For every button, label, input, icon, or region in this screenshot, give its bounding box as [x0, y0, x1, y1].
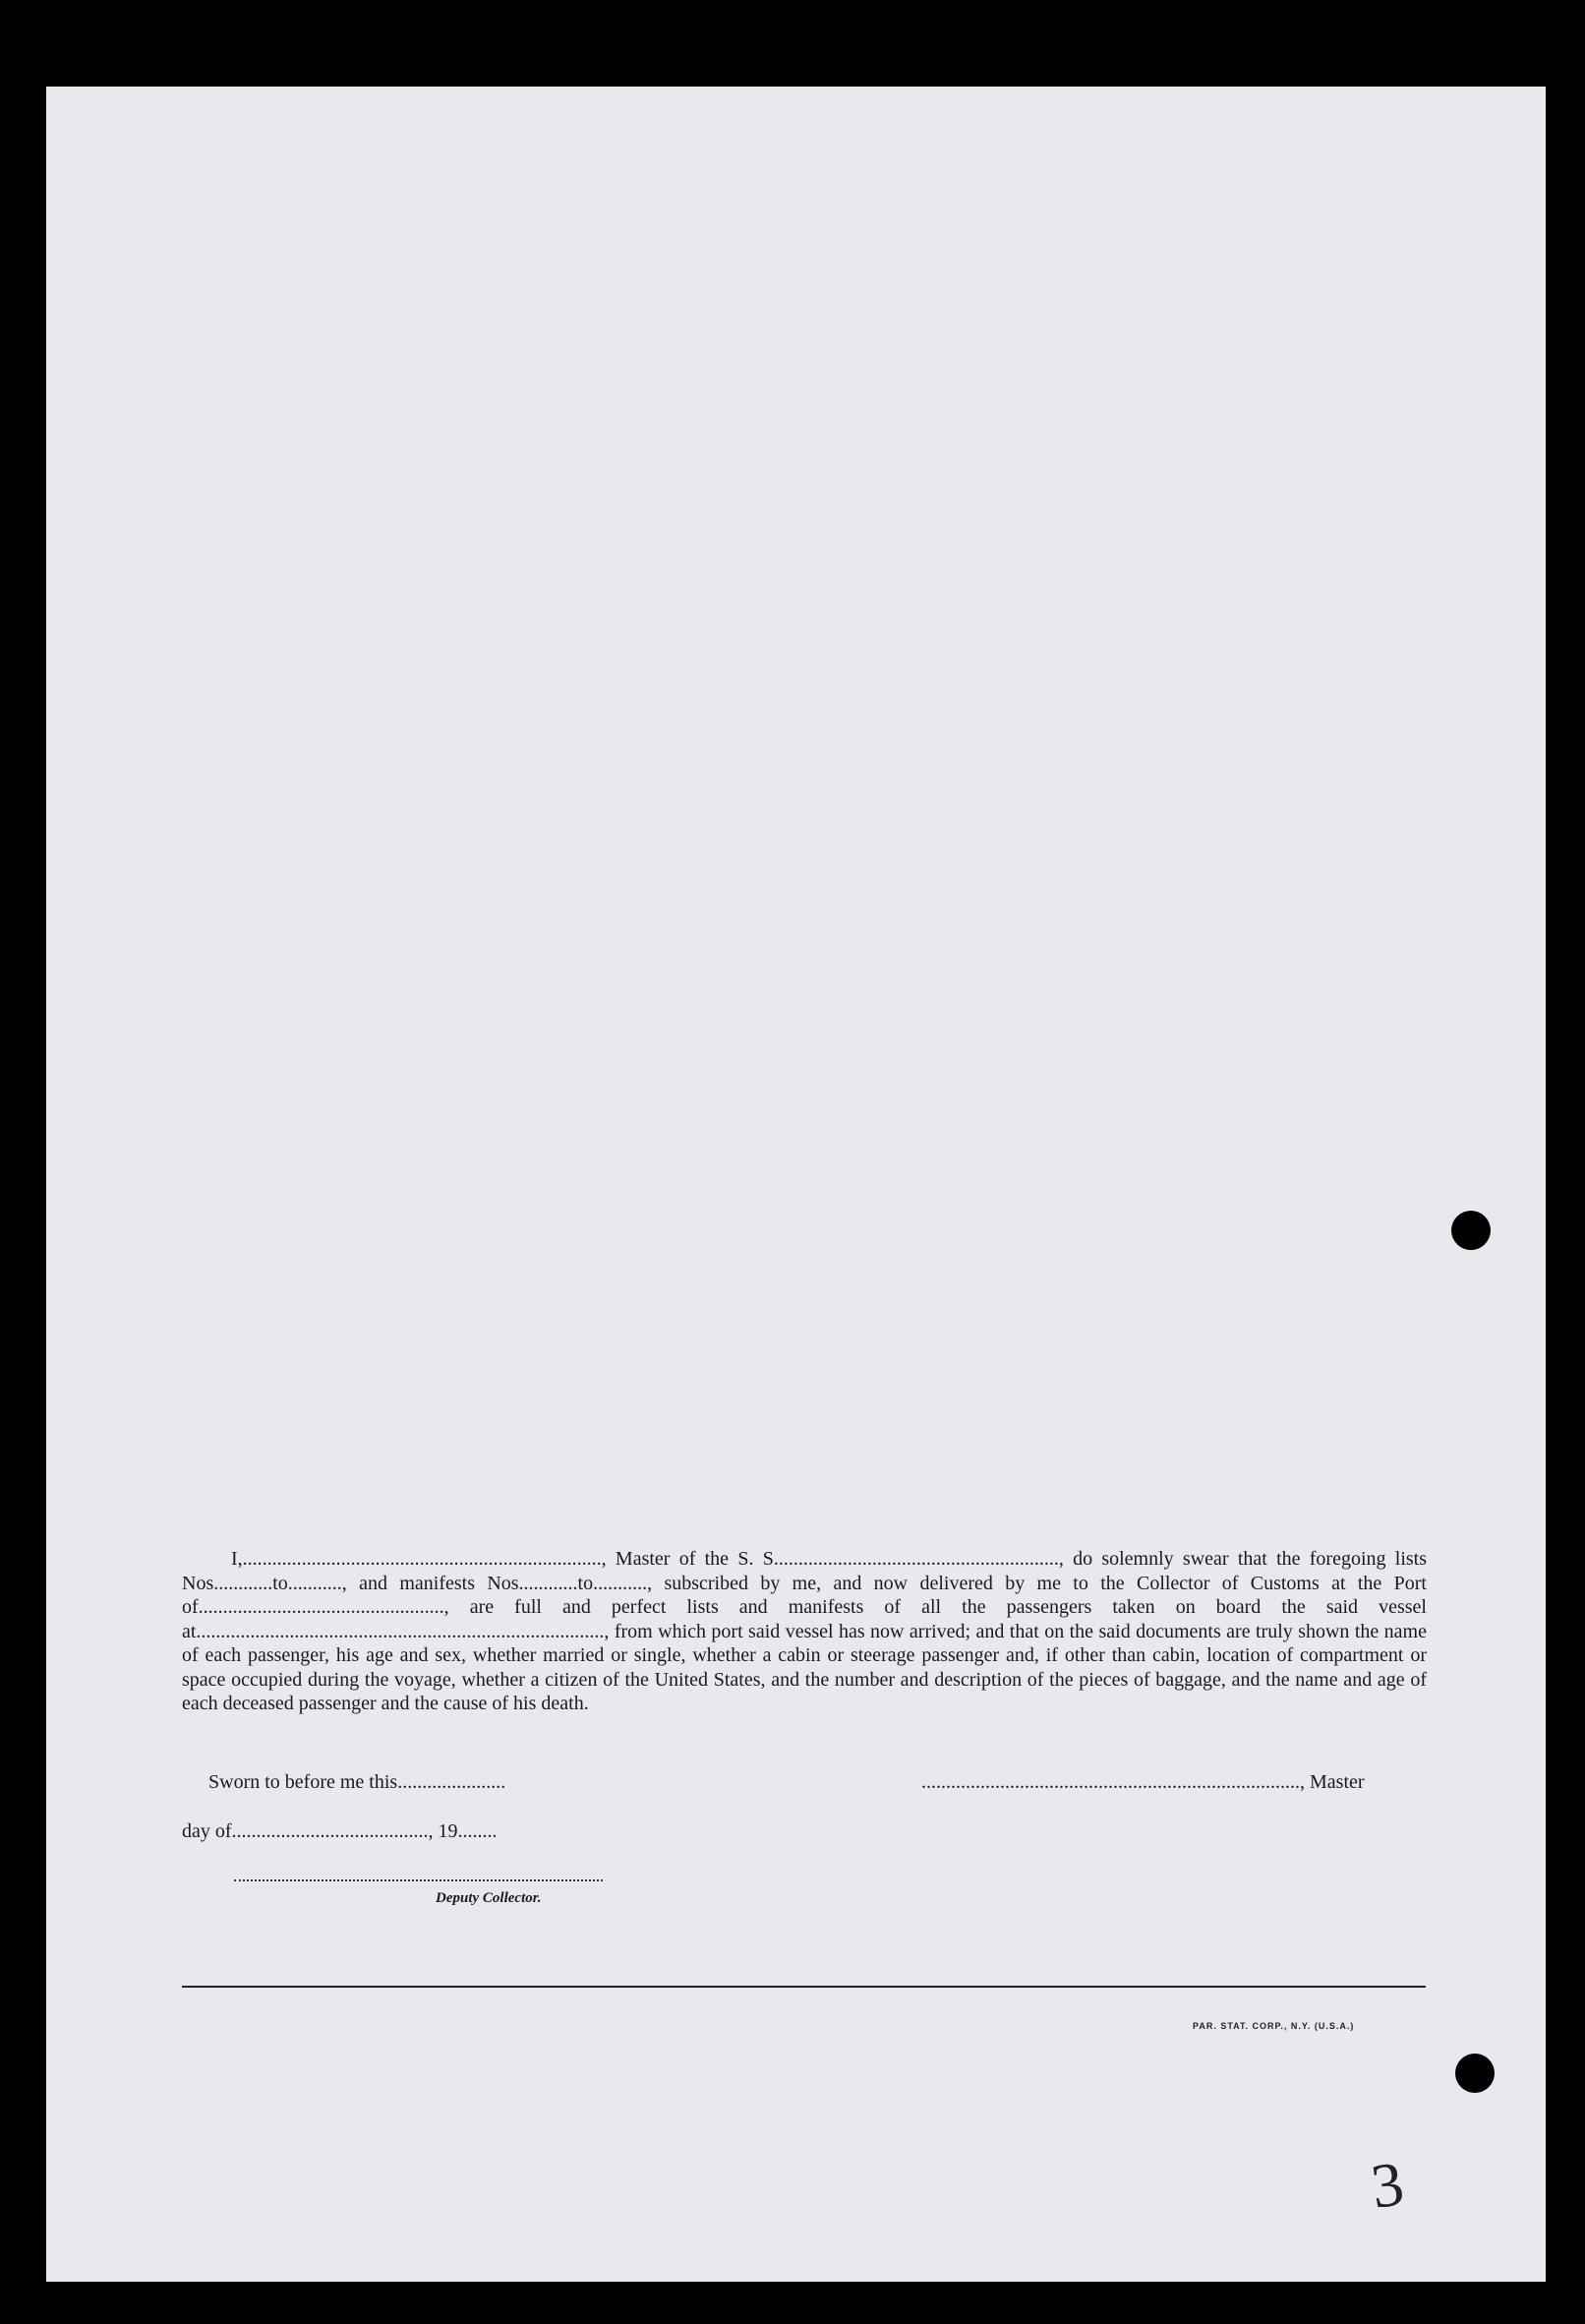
- sworn-before-line: Sworn to before me this......................: [208, 1771, 506, 1793]
- oath-paragraph: I,........................................................................., Master of the S. S.........................................................., do solemnly swear that the foregoing lists Nos............to..........., and manifests Nos............to..........., subscribed by me, and now delivered by me to the Collector of Customs at the Port of.................................................., are full and perfect lists and manifests of all the passengers taken on board the said vessel at..................................................................................., from which port said vessel has now arrived; and that on the said documents are truly shown the name of each passenger, his age and sex, whether married or single, whether a cabin or steerage passenger and, if other than cabin, location of compartment or space occupied during the voyage, whether a citizen of the United States, and the number and description of the pieces of baggage, and the name and age of each deceased passenger and the cause of his death.: [182, 1548, 1427, 1714]
- deputy-signature-dotline: [234, 1879, 603, 1881]
- footer-rule: [182, 1986, 1426, 1988]
- form-sheet: [46, 87, 1546, 2282]
- punch-hole-upper: [1451, 1211, 1491, 1250]
- printer-imprint: PAR. STAT. CORP., N.Y. (U.S.A.): [1193, 2021, 1355, 2031]
- master-signature-line: ............................................................................., Master: [921, 1771, 1365, 1793]
- punch-hole-lower: [1455, 2054, 1495, 2093]
- handwritten-page-mark: 3: [1367, 2148, 1408, 2222]
- deputy-collector-label: Deputy Collector.: [436, 1890, 542, 1906]
- day-of-line: day of........................................, 19........: [182, 1820, 498, 1842]
